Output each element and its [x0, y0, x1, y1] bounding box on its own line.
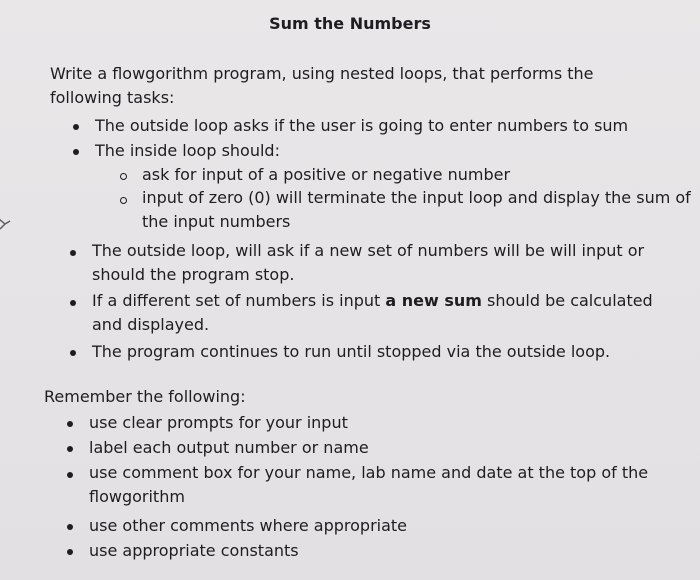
bullet-icon [67, 549, 73, 555]
remember-item: use appropriate constants [89, 541, 299, 560]
bullet-icon [73, 149, 79, 155]
task-text: should be calculated and displayed. [92, 291, 653, 334]
bullet-icon [70, 350, 76, 356]
remember-item: use other comments where appropriate [89, 516, 408, 535]
bullet-icon [73, 124, 79, 130]
bullet-icon [70, 300, 76, 306]
bullet-icon [67, 421, 73, 427]
intro-paragraph: Write a flowgorithm program, using nested loops, that performs the following tasks: [50, 64, 594, 107]
circle-bullet-icon [120, 197, 127, 204]
task-item: The outside loop asks if the user is going to enter numbers to sum [95, 116, 629, 135]
task-bold-text: a new sum [385, 291, 482, 310]
remember-item: label each output number or name [89, 438, 369, 457]
bullet-icon [67, 446, 73, 452]
task-item: The outside loop, will ask if a new set of numbers will be will input or should the program stop. [92, 241, 645, 284]
task-item [92, 289, 682, 337]
arrow-icon [0, 216, 14, 232]
bullet-icon [67, 472, 73, 478]
task-text: If a different set of numbers is input [92, 291, 386, 310]
circle-bullet-icon [120, 173, 127, 180]
bullet-icon [67, 524, 73, 530]
page-title: Sum the Numbers [269, 14, 431, 33]
task-item: The program continues to run until stopped via the outside loop. [92, 342, 611, 361]
task-item: The inside loop should: [95, 141, 280, 160]
remember-item: use clear prompts for your input [89, 413, 348, 432]
subtask-item: ask for input of a positive or negative number [142, 165, 511, 184]
subtask-item: input of zero (0) will terminate the input loop and display the sum of the input numbers [142, 188, 691, 231]
remember-heading: Remember the following: [44, 387, 246, 406]
bullet-icon [70, 250, 76, 256]
remember-item: use comment box for your name, lab name and date at the top of the flowgorithm [89, 463, 649, 506]
